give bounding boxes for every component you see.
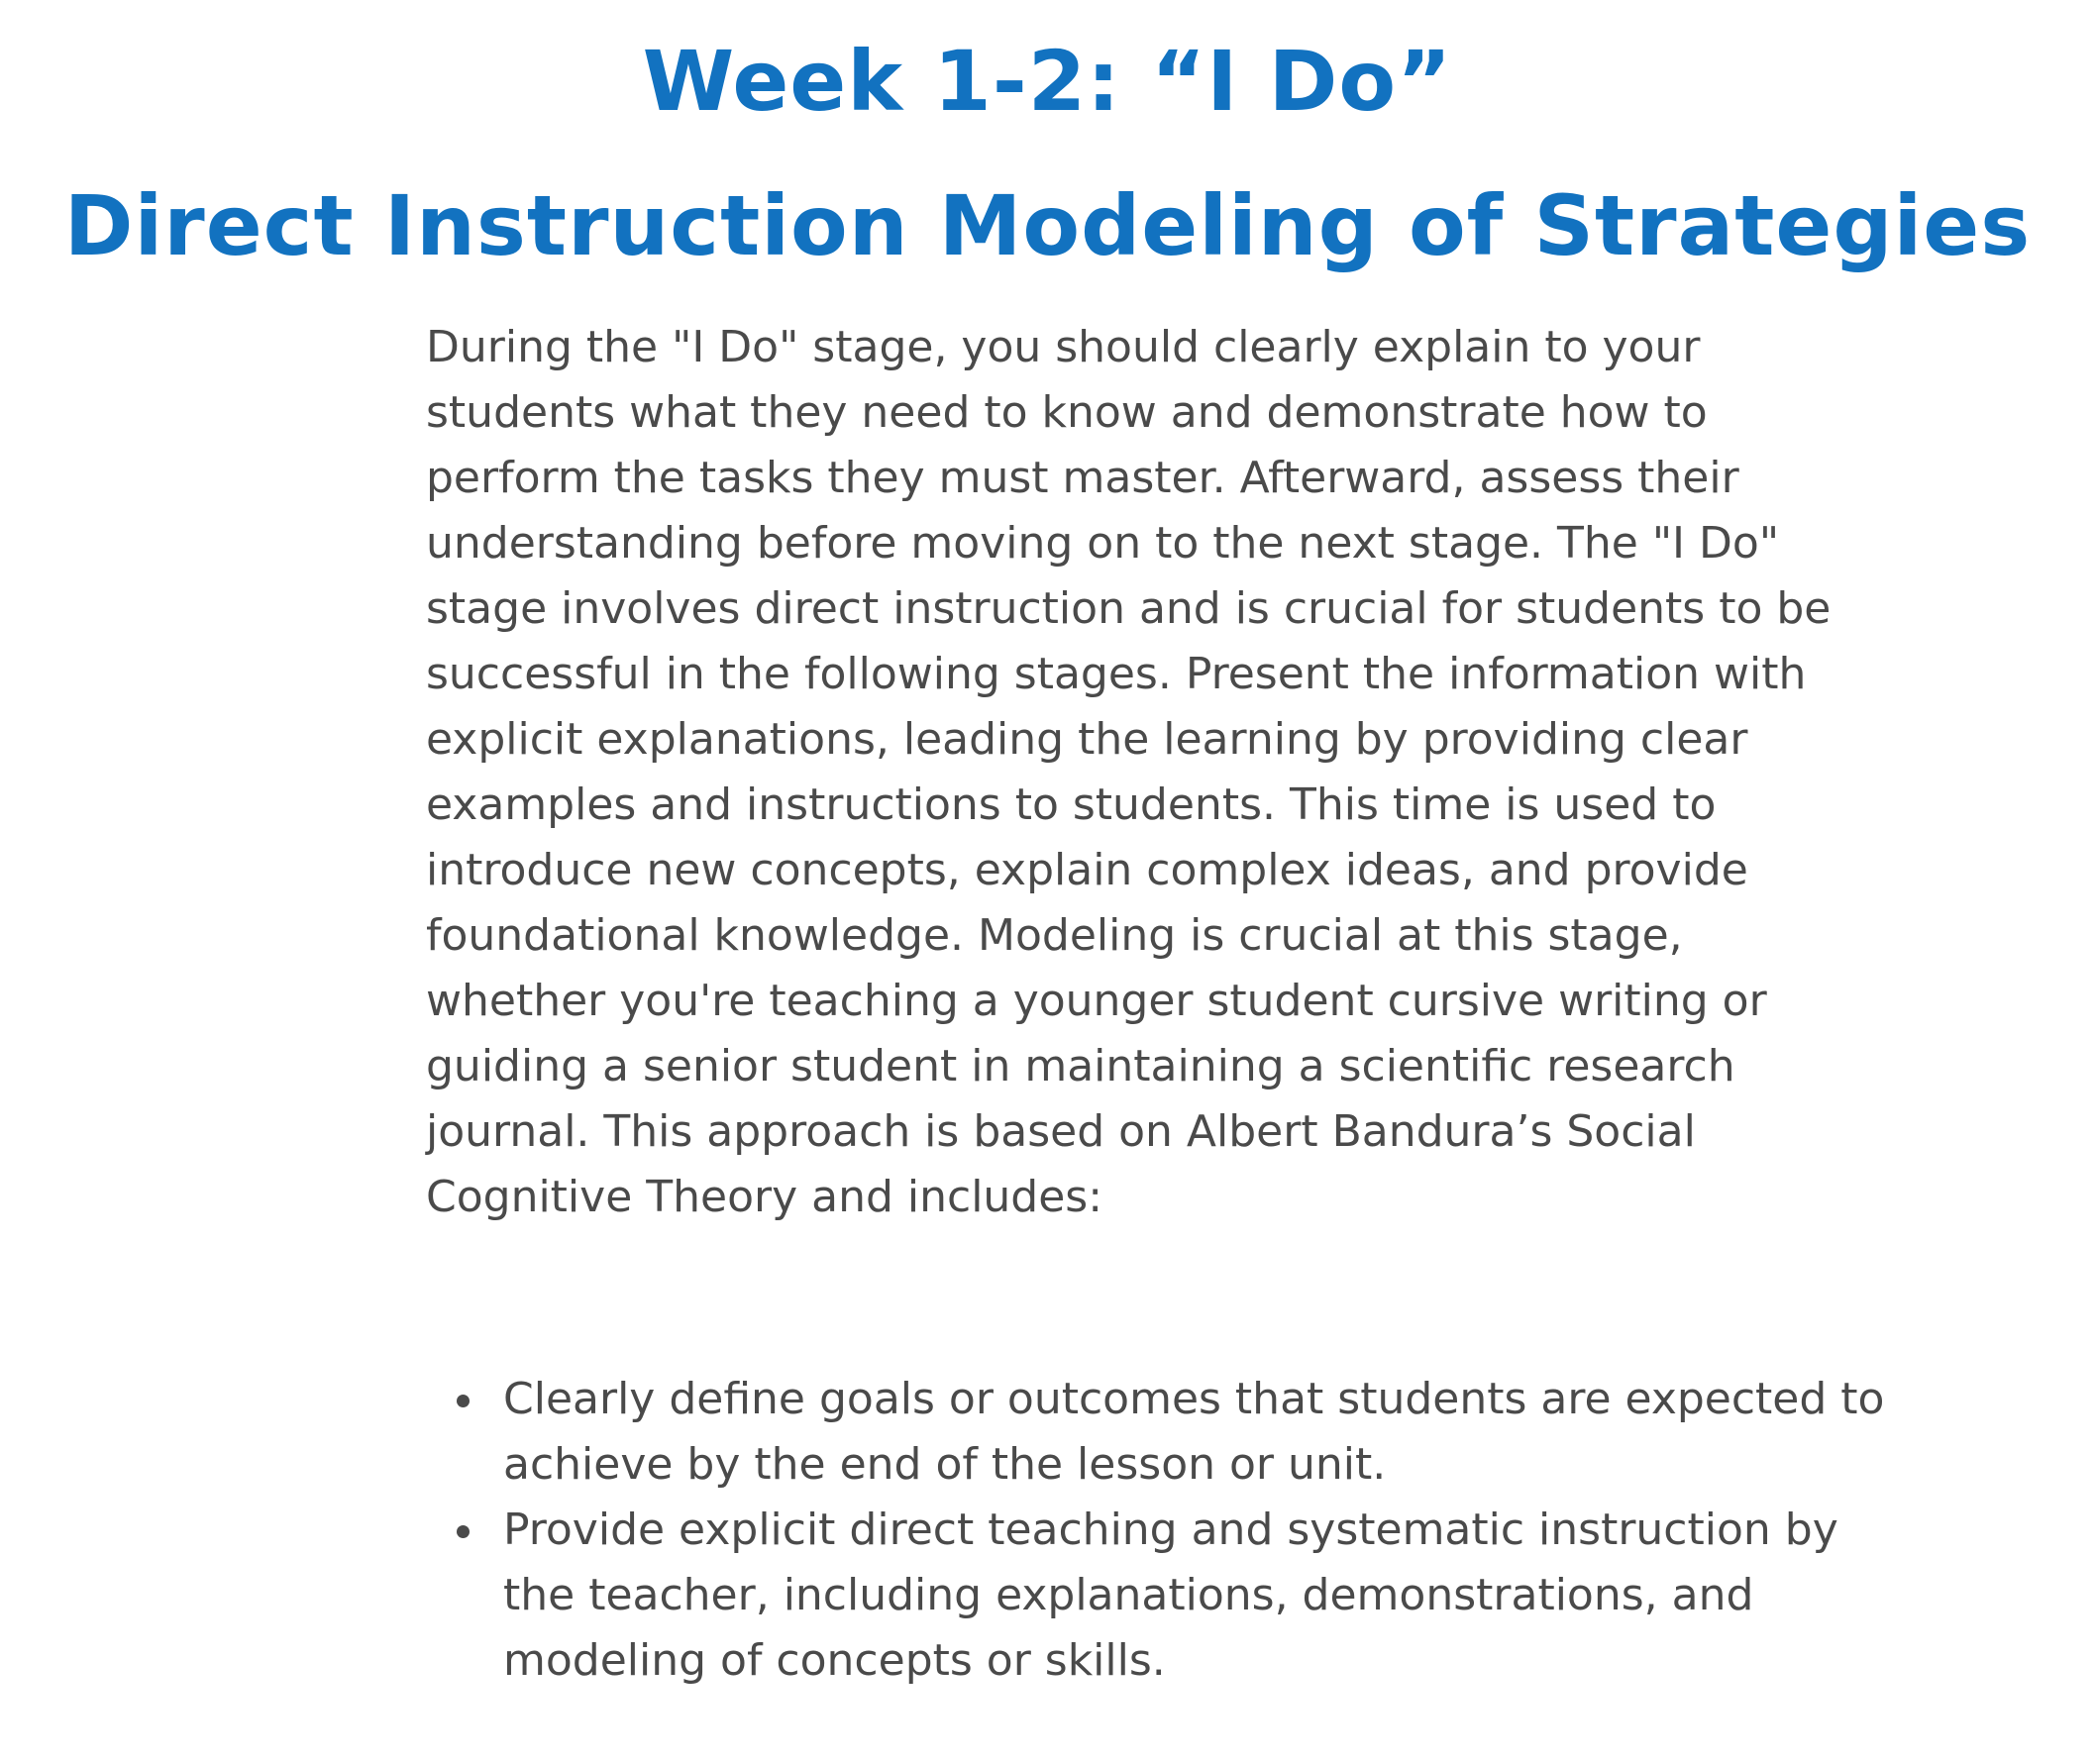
- bullet-icon: [457, 1525, 470, 1538]
- bullet-icon: [457, 1395, 470, 1407]
- body-paragraph: During the "I Do" stage, you should clearly explain to your students what they need to know and demonstrate how to perform the tasks they must master. Afterward, assess their understanding before moving on to the next stage. The "I Do" stage involves direct instruction and is crucial for students to be successful in the following stages. Present the information with explicit explanations, leading the learning by providing clear examples and instructions to students. This time is used to introduce new concepts, explain complex ideas, and provide foundational knowledge. Modeling is crucial at this stage, whether you're teaching a younger student cursive writing or guiding a senior student in maintaining a scientific research journal. This approach is based on Albert Bandura’s Social Cognitive Theory and includes:: [426, 322, 1832, 1222]
- list-item: [503, 1498, 1910, 1694]
- page-title: Week 1-2: “I Do”: [642, 33, 1453, 130]
- bullet-list: [426, 1367, 1910, 1694]
- list-item-text: Provide explicit direct teaching and systematic instruction by the teacher, including explanations, demonstrations, and modeling of concepts or skills.: [503, 1505, 1838, 1686]
- list-item-text: Clearly define goals or outcomes that students are expected to achieve by the end of the lesson or unit.: [503, 1374, 1885, 1490]
- page-subtitle: Direct Instruction Modeling of Strategies: [63, 177, 2032, 274]
- list-item: [503, 1367, 1910, 1498]
